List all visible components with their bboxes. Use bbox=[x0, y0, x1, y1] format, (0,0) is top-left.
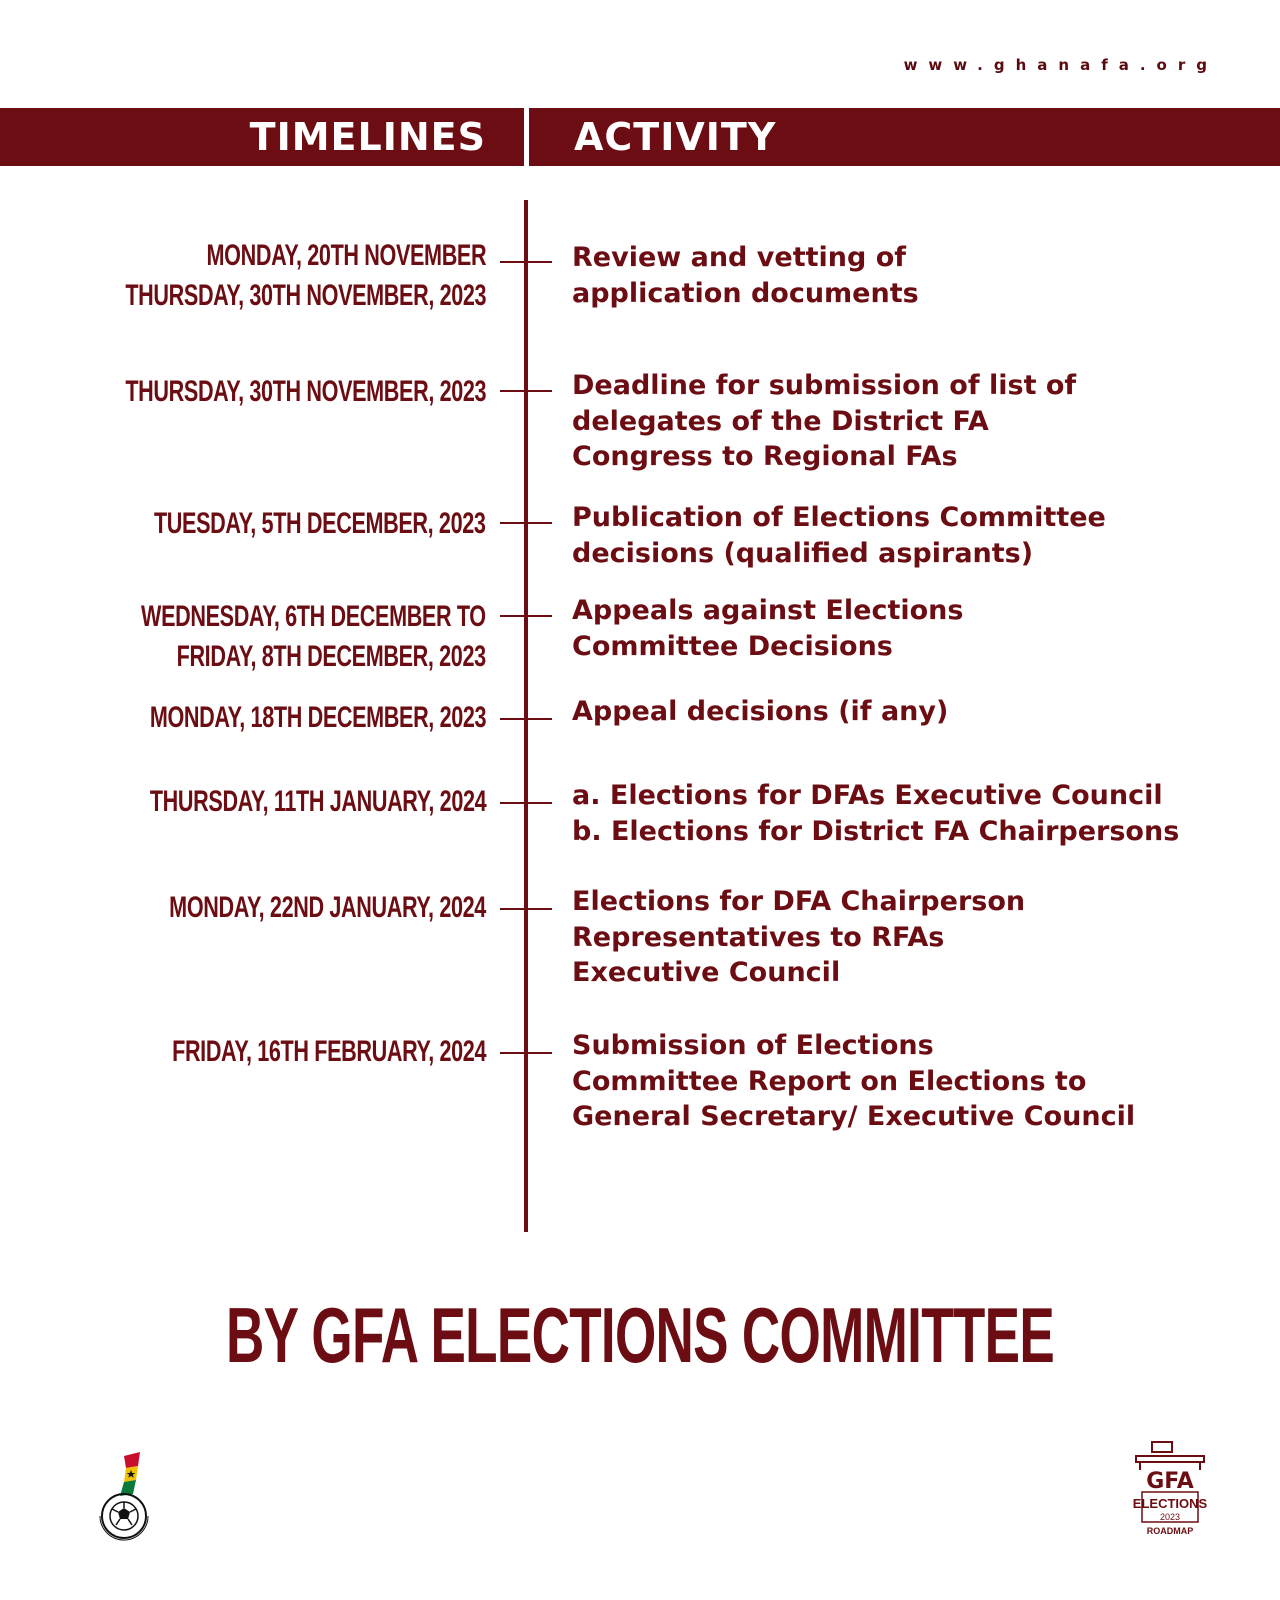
timeline-activity: Deadline for submission of list of delegates of the District FA Congress to Regional FAs bbox=[572, 370, 1077, 472]
timeline-activity: Elections for DFA Chairperson Representatives to RFAs Executive Council bbox=[572, 886, 1026, 988]
timeline-tick bbox=[500, 522, 552, 524]
timeline-date: FRIDAY, 16TH FEBRUARY, 2024 bbox=[172, 1035, 486, 1068]
header-timelines: TIMELINES bbox=[249, 115, 486, 159]
timeline-date: TUESDAY, 5TH DECEMBER, 2023 bbox=[154, 507, 486, 540]
timeline-date: WEDNESDAY, 6TH DECEMBER TO FRIDAY, 8TH DECEMBER, 2023 bbox=[141, 600, 486, 673]
timeline-tick bbox=[500, 802, 552, 804]
timeline-activity: Appeals against Elections Committee Decisions bbox=[572, 595, 964, 662]
roadmap-logo-gfa: GFA bbox=[1146, 1469, 1194, 1494]
timeline-tick bbox=[500, 390, 552, 392]
roadmap-logo-elections: ELECTIONS bbox=[1132, 1496, 1208, 1511]
timeline-date: MONDAY, 18TH DECEMBER, 2023 bbox=[149, 701, 486, 734]
roadmap-logo-roadmap: ROADMAP bbox=[1146, 1526, 1194, 1536]
timeline-tick bbox=[500, 718, 552, 720]
gfa-logo bbox=[86, 1452, 164, 1548]
timeline-activity: Publication of Elections Committee decisions (qualified aspirants) bbox=[572, 502, 1106, 569]
footer-title: BY GFA ELECTIONS COMMITTEE bbox=[225, 1291, 1055, 1379]
timeline-tick bbox=[500, 908, 552, 910]
header-bar bbox=[0, 108, 1280, 166]
timeline-date: THURSDAY, 11TH JANUARY, 2024 bbox=[149, 785, 486, 818]
timeline-tick bbox=[500, 615, 552, 617]
timeline-date: MONDAY, 22ND JANUARY, 2024 bbox=[169, 891, 486, 924]
timeline-tick bbox=[500, 1052, 552, 1054]
timeline-axis bbox=[524, 200, 528, 1232]
website-url[interactable]: www.ghanafa.org bbox=[903, 56, 1218, 74]
timeline-date: THURSDAY, 30TH NOVEMBER, 2023 bbox=[125, 375, 486, 408]
timeline-activity: a. Elections for DFAs Executive Council b. Elections for District FA Chairpersons bbox=[572, 780, 1180, 847]
roadmap-logo-year: 2023 bbox=[1159, 1512, 1181, 1522]
timeline-activity: Appeal decisions (if any) bbox=[572, 696, 949, 727]
roadmap-logo bbox=[1126, 1440, 1214, 1538]
timeline-date: MONDAY, 20TH NOVEMBER THURSDAY, 30TH NOVEMBER, 2023 bbox=[125, 239, 486, 312]
timeline-activity: Submission of Elections Committee Report on Elections to General Secretary/ Executive Council bbox=[572, 1030, 1136, 1132]
timeline-activity: Review and vetting of application documents bbox=[572, 242, 919, 309]
timeline-tick bbox=[500, 261, 552, 263]
header-activity: ACTIVITY bbox=[574, 115, 777, 159]
header-divider bbox=[524, 108, 529, 166]
